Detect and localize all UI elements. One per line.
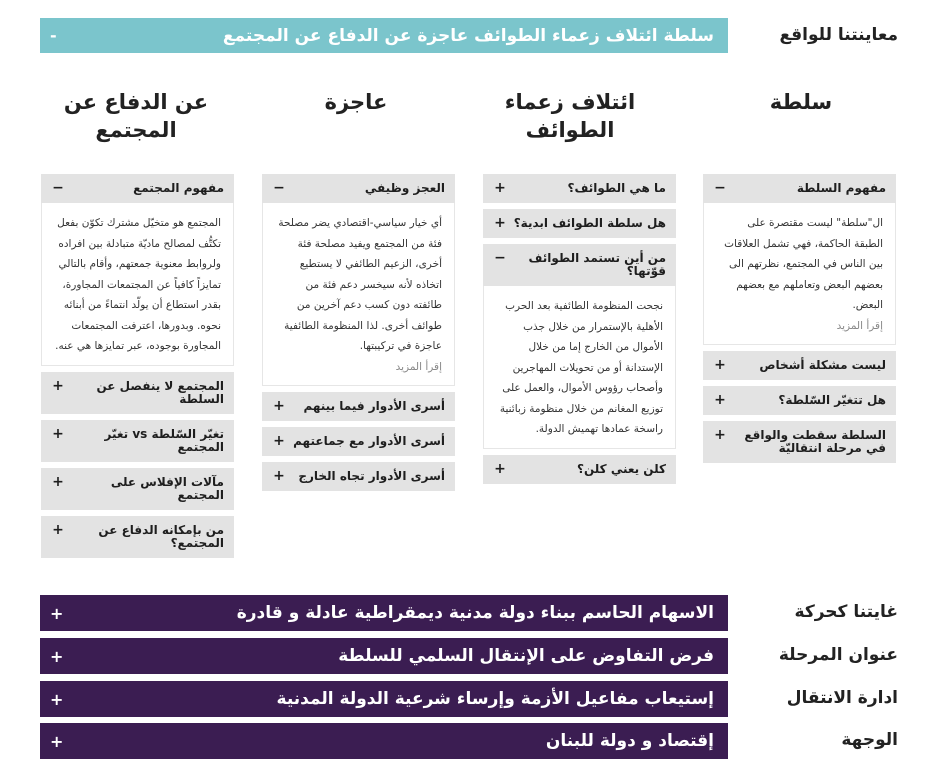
expand-icon[interactable]: + [50, 603, 64, 623]
expand-icon[interactable]: + [50, 689, 64, 709]
plus-icon: + [494, 460, 506, 477]
read-more-link[interactable]: إقرأ المزيد [395, 360, 442, 373]
accordion-item-functional[interactable] [262, 174, 455, 203]
accordion-coalition [483, 174, 676, 490]
panel-text: أي خيار سياسي-اقتصادي يضر مصلحة فئة من المجتمع ويفيد مصلحة فئة أخرى، الزعيم الطائفي لا يستطيع اتخاذه لأنه سيخسر دعم فئة من طائفته دون كسب دعم آخرين من طوائف أخرى. لذا المنظومة الطائفية عاجزة في تركيبتها. [278, 217, 442, 352]
plus-icon: + [494, 180, 506, 196]
accordion-label: أسرى الأدوار فيما بينهم [303, 399, 445, 413]
expand-icon[interactable]: + [50, 646, 64, 666]
accordion-item-roles-abroad[interactable] [262, 462, 455, 491]
accordion-item-all-of-them[interactable] [483, 455, 676, 484]
accordion-incapable [262, 174, 455, 497]
accordion-label: مفهوم السلطة [796, 181, 886, 195]
accordion-label: من بإمكانه الدفاع عن المجتمع؟ [98, 522, 224, 550]
row-label-stage: عنوان المرحلة [778, 645, 898, 665]
plus-icon: + [52, 521, 64, 538]
accordion-item-authority-concept[interactable] [703, 174, 896, 203]
stage-bar[interactable] [40, 638, 728, 674]
plus-icon: + [52, 473, 64, 490]
reality-bar[interactable] [40, 18, 728, 53]
accordion-item-who-defends[interactable] [41, 516, 234, 558]
accordion-label: هل تتغيّر السّلطة؟ [778, 393, 886, 407]
accordion-item-society-concept[interactable] [41, 174, 234, 203]
accordion-panel [483, 286, 676, 449]
accordion-item-transitional[interactable] [703, 421, 896, 463]
goal-bar[interactable] [40, 595, 728, 631]
plus-icon: + [714, 392, 726, 408]
row-label-goal: غايتنا كحركة [794, 602, 898, 622]
accordion-panel [262, 203, 455, 386]
accordion-item-roles-between[interactable] [262, 392, 455, 421]
panel-text: نجحت المنظومة الطائفية بعد الحرب الأهلية بالإستمرار من خلال جذب الأموال من الخارج إما من خلال الإستدانة أو من تحويلات المهاجرين وأصحاب رؤوس الأموال، والعمل على توزيع المغانم من خلال منظومة زبائنية راسخة عمادها تهميش الدولة. [499, 300, 663, 435]
panel-text: المجتمع هو متخيّل مشترك تكوّن بفعل تكتُّف لمصالح ماديّة متبادلة بين افراده ولروابط معنوية جمعتهم، وأقام بالتالي تمايزاً كافياً عن المجتمعات المجاورة، بقدر استطاع أن يولّد انتماءً من أبنائه نحوه. وبدورها، اعترفت المجتمعات المجاورة بوجوده، عبر تمايزها هي عنه. [55, 217, 221, 352]
minus-icon: − [494, 250, 506, 266]
collapse-icon[interactable]: - [50, 26, 57, 45]
accordion-item-what-sects[interactable] [483, 174, 676, 203]
accordion-label: أسرى الأدوار تجاه الخارج [298, 469, 445, 483]
minus-icon: − [52, 180, 64, 196]
transition-bar-text: إستيعاب مفاعيل الأزمة وإرساء شرعية الدولة المدنية [276, 689, 714, 709]
stage-bar-text: فرض التفاوض على الإنتقال السلمي للسلطة [338, 646, 714, 666]
plus-icon: + [714, 427, 726, 443]
accordion-label: السلطة سقطت والواقع في مرحلة انتقاليّة [744, 428, 886, 455]
accordion-label: من أين تستمد الطوائف قوّتها؟ [528, 251, 666, 278]
expand-icon[interactable]: + [50, 731, 64, 751]
accordion-label: تغيّر السّلطة vs تغيّر المجتمع [104, 426, 224, 454]
accordion-item-inseparable[interactable] [41, 372, 234, 414]
accordion-item-authority-change[interactable] [703, 386, 896, 415]
accordion-label: مآلات الإفلاس على المجتمع [110, 474, 224, 502]
row-label-direction: الوجهة [841, 730, 898, 750]
read-more-link[interactable]: إقرأ المزيد [836, 319, 883, 332]
plus-icon: + [273, 468, 285, 484]
accordion-panel [703, 203, 896, 345]
plus-icon: + [273, 398, 285, 414]
accordion-item-not-persons[interactable] [703, 351, 896, 380]
direction-bar[interactable] [40, 723, 728, 759]
row-label-transition: ادارة الانتقال [786, 688, 898, 708]
row-label-reality: معاينتنا للواقع [779, 25, 898, 45]
accordion-item-change-vs[interactable] [41, 420, 234, 462]
plus-icon: + [52, 377, 64, 394]
accordion-label: مفهوم المجتمع [133, 181, 224, 195]
plus-icon: + [52, 425, 64, 442]
minus-icon: − [273, 180, 285, 196]
goal-bar-text: الاسهام الحاسم ببناء دولة مدنية ديمقراطية عادلة و قادرة [236, 603, 714, 623]
column-title-incapable: عاجزة [324, 90, 388, 114]
column-title-coalition: ائتلاف زعماء الطوائف [504, 90, 636, 142]
panel-text: ال"سلطة" ليست مقتصرة على الطبقة الحاكمة، فهي تشمل العلاقات بين الناس في المجتمع، نظرتهم الى بعضهم البعض وتعاملهم مع بعضهم البعض. [724, 217, 883, 311]
accordion-item-eternal[interactable] [483, 209, 676, 238]
column-title-defending-society: عن الدفاع عن المجتمع [63, 90, 209, 142]
minus-icon: − [714, 180, 726, 196]
accordion-label: ما هي الطوائف؟ [567, 181, 666, 195]
accordion-label: كلن يعني كلن؟ [577, 461, 666, 476]
plus-icon: + [273, 433, 285, 449]
accordion-label: أسرى الأدوار مع جماعتهم [293, 434, 445, 448]
direction-bar-text: إقتصاد و دولة للبنان [545, 731, 714, 751]
accordion-item-power-source[interactable] [483, 244, 676, 286]
accordion-item-roles-groups[interactable] [262, 427, 455, 456]
accordion-label: ليست مشكلة أشخاص [759, 358, 886, 372]
accordion-item-bankruptcy[interactable] [41, 468, 234, 510]
plus-icon: + [714, 357, 726, 373]
accordion-authority [703, 174, 896, 469]
reality-bar-text: سلطة ائتلاف زعماء الطوائف عاجزة عن الدفاع عن المجتمع [222, 25, 714, 46]
accordion-label: العجز وظيفي [364, 181, 445, 195]
plus-icon: + [494, 215, 506, 231]
accordion-label: المجتمع لا ينفصل عن السلطة [96, 378, 224, 406]
accordion-panel [41, 203, 234, 366]
column-title-authority: سلطة [769, 90, 833, 114]
accordion-label: هل سلطة الطوائف ابدية؟ [513, 216, 666, 230]
transition-bar[interactable] [40, 681, 728, 717]
accordion-society [41, 174, 234, 564]
